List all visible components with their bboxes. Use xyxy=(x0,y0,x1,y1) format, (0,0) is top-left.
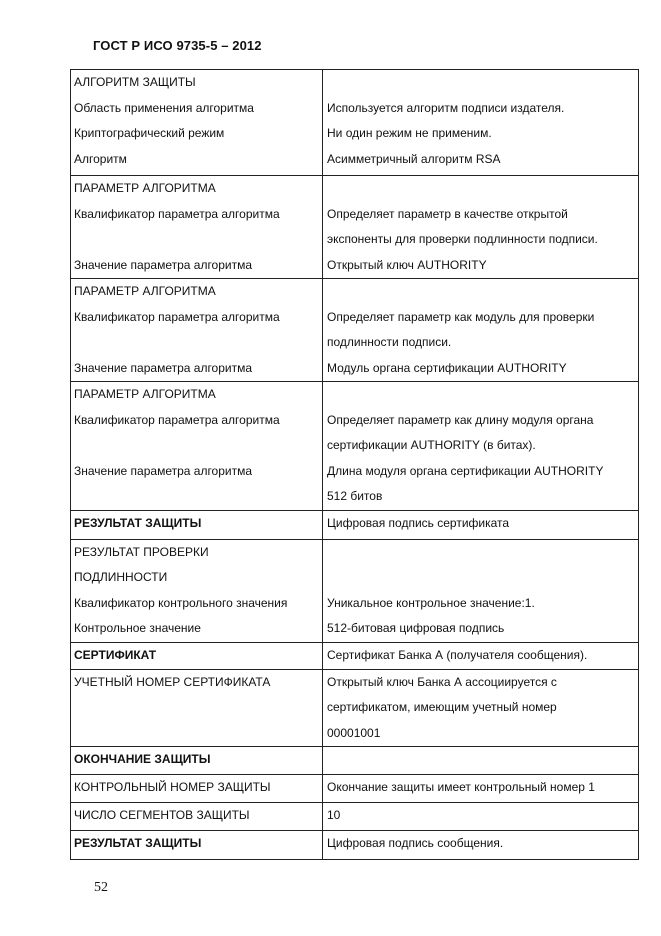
param-value: 00001001 xyxy=(327,725,381,740)
row-title: ПАРАМЕТР АЛГОРИТМА xyxy=(74,284,216,298)
row-title: УЧЕТНЫЙ НОМЕР СЕРТИФИКАТА xyxy=(74,674,271,689)
table-cell-value xyxy=(323,831,639,860)
row-title: АЛГОРИТМ ЗАЩИТЫ xyxy=(74,75,196,89)
table-row xyxy=(71,382,639,511)
param-key: Значение параметра алгоритма xyxy=(74,463,253,478)
param-value: Используется алгоритм подписи издателя. xyxy=(327,100,565,115)
param-value: Цифровая подпись сообщения. xyxy=(327,836,504,850)
row-title: РЕЗУЛЬТАТ ПРОВЕРКИ xyxy=(74,544,209,559)
table-cell-value xyxy=(323,279,639,382)
param-key: Криптографический режим xyxy=(74,126,225,140)
security-spec-table xyxy=(70,69,639,860)
param-key: Квалификатор параметра алгоритма xyxy=(74,309,280,324)
table-cell-key xyxy=(71,803,323,831)
row-title: ПАРАМЕТР АЛГОРИТМА xyxy=(74,181,216,195)
row-title: ПОДЛИННОСТИ xyxy=(74,570,168,584)
table-cell-key xyxy=(71,279,323,382)
row-title: РЕЗУЛЬТАТ ЗАЩИТЫ xyxy=(74,836,202,850)
param-value: Открытый ключ AUTHORITY xyxy=(327,257,487,272)
table-row xyxy=(71,669,639,747)
param-value: Сертификат Банка А (получателя сообщения). xyxy=(327,647,588,662)
table-cell-value xyxy=(323,803,639,831)
param-key: Контрольное значение xyxy=(74,621,201,635)
param-value: Определяет параметр в качестве открытой xyxy=(327,206,568,221)
table-row xyxy=(71,539,639,642)
param-value: Определяет параметр как модуль для проверки xyxy=(327,309,595,324)
param-key: Квалификатор контрольного значения xyxy=(74,595,288,610)
page-number: 52 xyxy=(94,880,108,895)
table-cell-value xyxy=(323,539,639,642)
param-value: экспоненты для проверки подлинности подписи. xyxy=(327,232,598,246)
table-row xyxy=(71,510,639,539)
row-title: СЕРТИФИКАТ xyxy=(74,647,157,662)
row-title: ОКОНЧАНИЕ ЗАЩИТЫ xyxy=(74,752,211,766)
table-cell-value xyxy=(323,382,639,511)
table-cell-value xyxy=(323,176,639,279)
table-cell-value xyxy=(323,642,639,669)
param-key: Область применения алгоритма xyxy=(74,100,254,115)
param-value: Длина модуля органа сертификации AUTHORITY xyxy=(327,463,604,478)
table-cell-key xyxy=(71,70,323,176)
param-value: Модуль органа сертификации AUTHORITY xyxy=(327,360,567,375)
param-value: сертификатом, имеющим учетный номер xyxy=(327,700,557,714)
param-value: Уникальное контрольное значение:1. xyxy=(327,595,535,610)
table-cell-value xyxy=(323,70,639,176)
table-cell-key xyxy=(71,382,323,511)
row-title: ЧИСЛО СЕГМЕНТОВ ЗАЩИТЫ xyxy=(74,808,250,822)
param-value: Определяет параметр как длину модуля органа xyxy=(327,412,594,427)
table-cell-key xyxy=(71,831,323,860)
param-value: Цифровая подпись сертификата xyxy=(327,515,510,530)
row-title: ПАРАМЕТР АЛГОРИТМА xyxy=(74,387,216,401)
param-value: 512-битовая цифровая подпись xyxy=(327,621,505,635)
document-header: ГОСТ Р ИСО 9735-5 – 2012 xyxy=(93,38,262,53)
table-row xyxy=(71,831,639,860)
table-cell-value xyxy=(323,775,639,803)
table-cell-key xyxy=(71,642,323,669)
table-row xyxy=(71,775,639,803)
param-key: Значение параметра алгоритма xyxy=(74,257,253,272)
param-value: Ни один режим не применим. xyxy=(327,126,492,140)
table-cell-key xyxy=(71,510,323,539)
table-row xyxy=(71,747,639,775)
table-cell-key xyxy=(71,669,323,747)
table-cell-key xyxy=(71,747,323,775)
param-value: Открытый ключ Банка А ассоциируется с xyxy=(327,674,557,689)
row-title: КОНТРОЛЬНЫЙ НОМЕР ЗАЩИТЫ xyxy=(74,780,271,794)
table-cell-value xyxy=(323,747,639,775)
table-cell-key xyxy=(71,539,323,642)
param-value: сертификации AUTHORITY (в битах). xyxy=(327,438,536,452)
table-row xyxy=(71,70,639,176)
param-key: Квалификатор параметра алгоритма xyxy=(74,412,280,427)
table-cell-value xyxy=(323,669,639,747)
table-cell-key xyxy=(71,176,323,279)
table-row xyxy=(71,279,639,382)
param-value: 512 битов xyxy=(327,489,383,503)
param-value: 10 xyxy=(327,808,341,822)
table-cell-key xyxy=(71,775,323,803)
table-row xyxy=(71,176,639,279)
table-row xyxy=(71,803,639,831)
param-value: Асимметричный алгоритм RSA xyxy=(327,151,501,166)
param-value: подлинности подписи. xyxy=(327,335,452,349)
param-value: Окончание защиты имеет контрольный номер 1 xyxy=(327,780,595,794)
table-cell-value xyxy=(323,510,639,539)
table-row xyxy=(71,642,639,669)
param-key: Алгоритм xyxy=(74,151,127,166)
param-key: Квалификатор параметра алгоритма xyxy=(74,206,280,221)
param-key: Значение параметра алгоритма xyxy=(74,360,253,375)
row-title: РЕЗУЛЬТАТ ЗАЩИТЫ xyxy=(74,515,202,530)
